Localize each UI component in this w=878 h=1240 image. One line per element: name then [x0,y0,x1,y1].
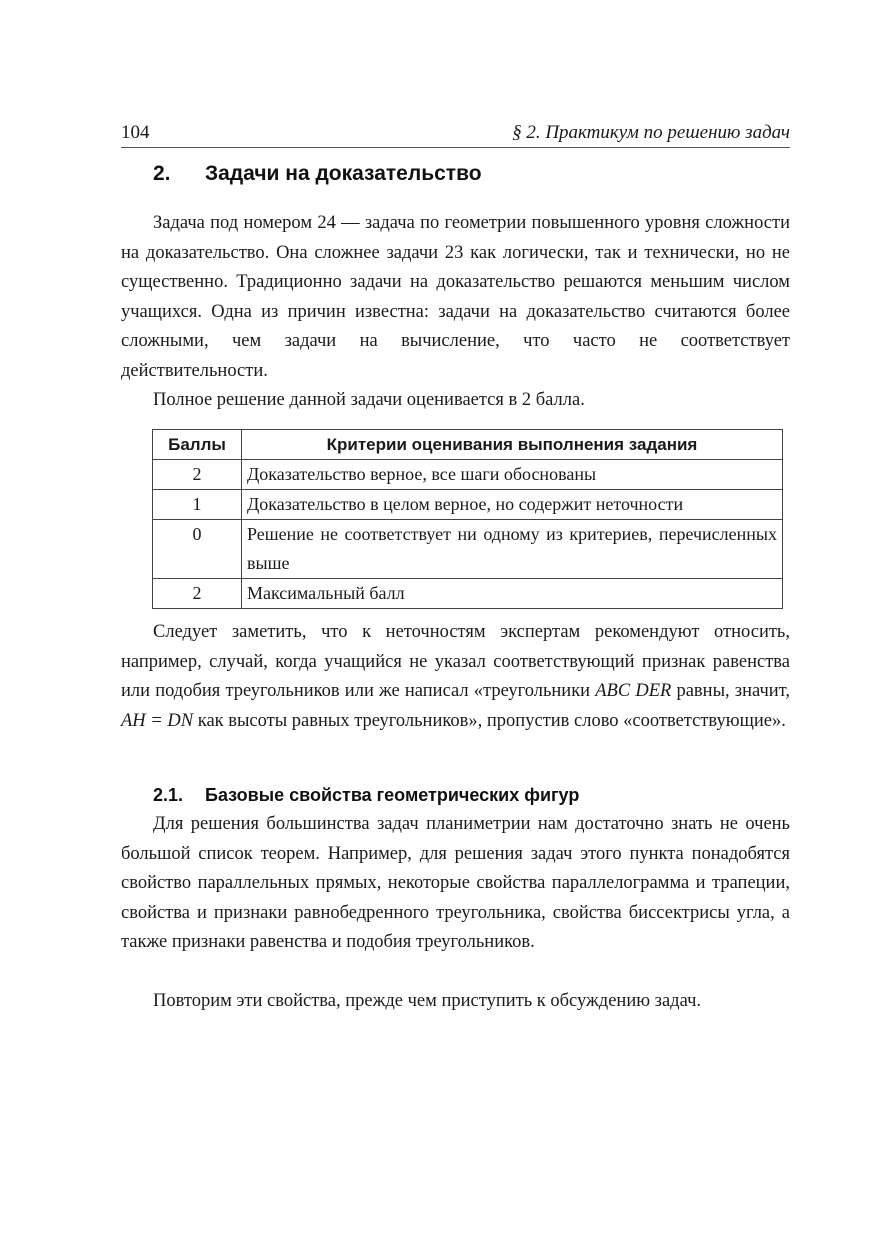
score-cell: 2 [153,579,242,609]
criterion-cell: Доказательство верное, все шаги обоснованы [242,460,783,490]
subsection-title: Базовые свойства геометрических фигур [205,785,580,805]
score-cell: 0 [153,520,242,579]
math-equality: AH = DN [121,710,194,731]
criterion-cell: Решение не соответствует ни одному из критериев, перечисленных выше [242,520,783,579]
grading-criteria-table [152,429,783,609]
subsection-number: 2.1. [153,785,184,805]
page-number: 104 [121,122,150,143]
section-title: Задачи на доказательство [205,162,482,185]
table-row [153,520,783,579]
score-cell: 2 [153,460,242,490]
score-cell: 1 [153,490,242,520]
basics-paragraph: Для решения большинства задач планиметрии нам достаточно знать не очень большой список теорем. Например, для решения задач этого пункта понадобятся свойство параллельных прямых, некоторые свойства параллелограмма и трапеции, свойства и признаки равнобедренного треугольника, свойства биссектрисы угла, а также признаки равенства и подобия треугольников. [121,814,790,952]
header-rule [121,147,790,148]
note-paragraph [121,618,790,736]
table-row [153,460,783,490]
scoring-paragraph: Полное решение данной задачи оценивается в 2 балла. [153,390,585,410]
table-row [153,490,783,520]
criterion-cell: Максимальный балл [242,579,783,609]
note-text: равны, значит, [671,681,790,701]
note-text: как высоты равных треугольников», пропустив слово «соответствующие». [193,710,786,731]
section-heading [153,158,482,190]
table-header-row [153,430,783,460]
column-header-criteria: Критерии оценивания выполнения задания [242,430,783,460]
subsection-heading [153,780,579,810]
chapter-title: § 2. Практикум по решению задач [512,122,790,143]
intro-paragraph: Задача под номером 24 — задача по геометрии повышенного уровня сложности на доказательство. Она сложнее задачи 23 как логически, так и технически, но не существенно. Традиционно задачи на доказательство решаются меньшим числом учащихся. Одна из причин известна: задачи на доказательство считаются более сложными, чем задачи на вычисление, что часто не соответствует действительности. [121,213,790,381]
table-row [153,579,783,609]
section-number: 2. [153,162,171,185]
closing-paragraph: Повторим эти свойства, прежде чем приступить к обсуждению задач. [153,991,701,1011]
note-text: Следует заметить, что к неточностям экспертам рекомендуют относить, например, случай, когда учащийся не указал соответствующий признак равенства или подобия треугольников или же написал «треугольники [121,622,790,701]
column-header-score: Баллы [153,430,242,460]
math-triangles: ABC DER [595,681,672,701]
running-header [121,120,790,146]
criterion-cell: Доказательство в целом верное, но содержит неточности [242,490,783,520]
